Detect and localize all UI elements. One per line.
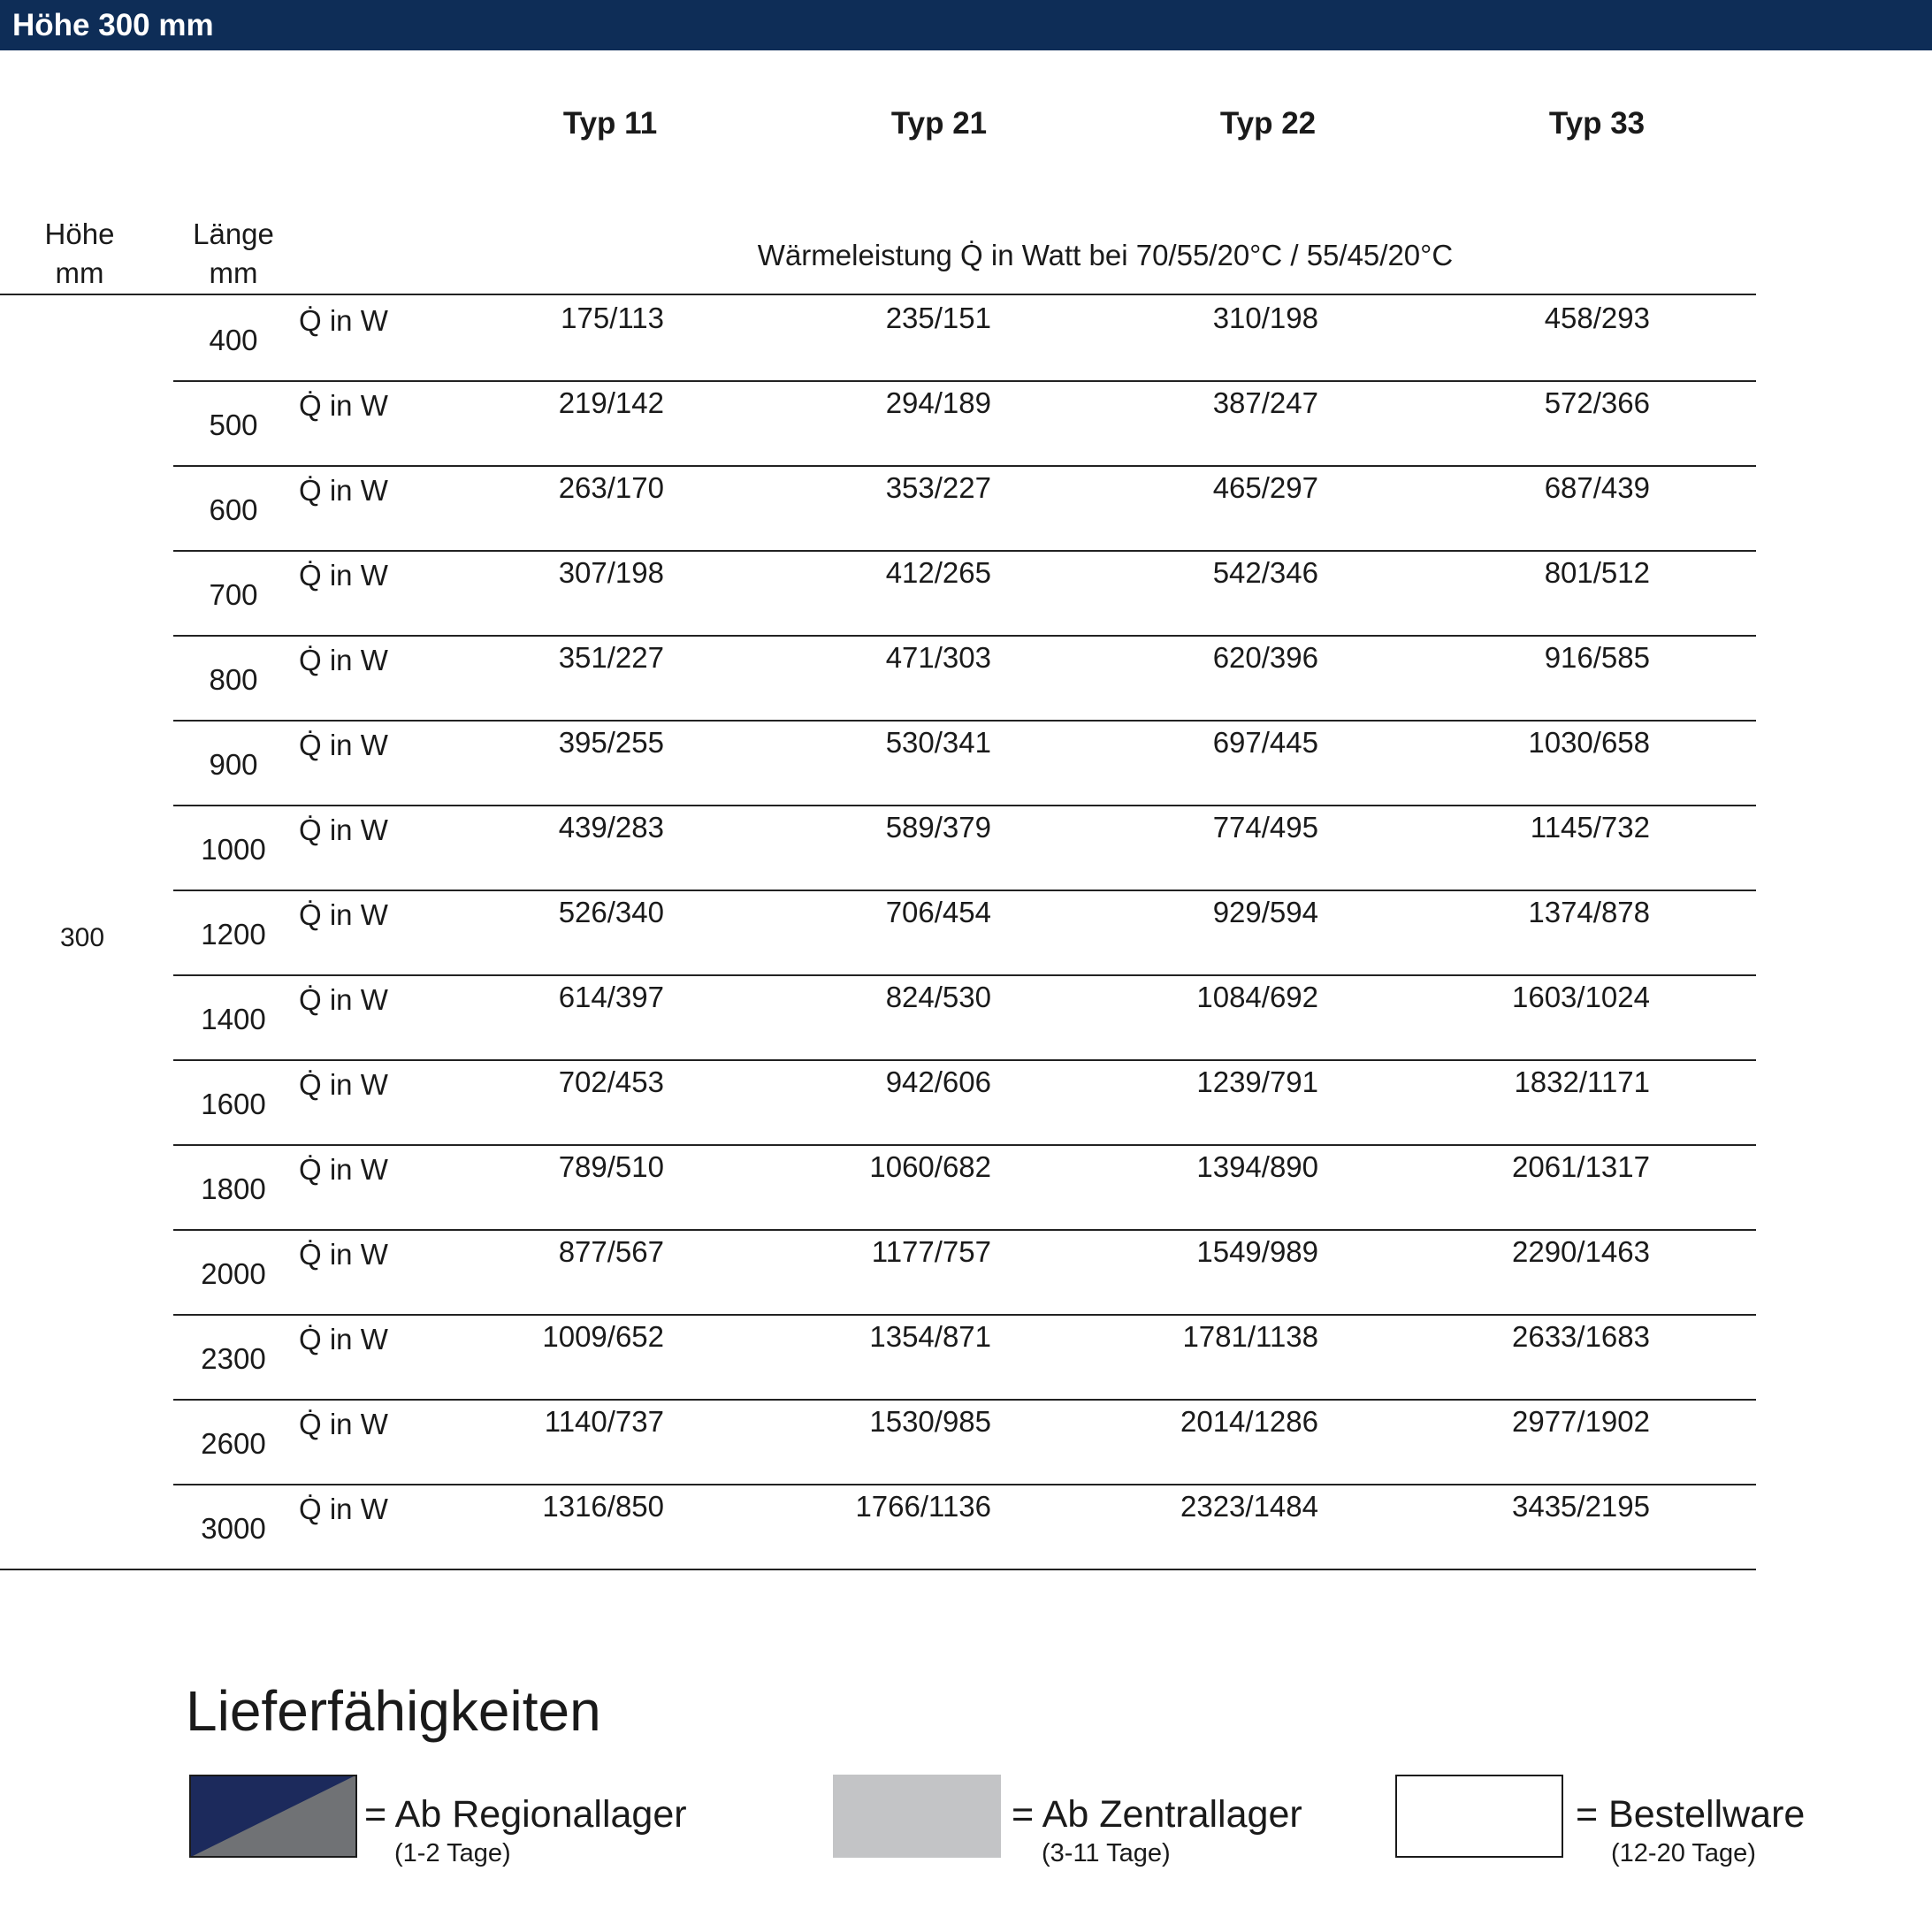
length-cell: 500 [209,409,258,441]
value-typ-22: 542/346 [1212,556,1318,589]
value-typ-11: 877/567 [558,1235,664,1268]
length-cell: 800 [209,663,258,696]
table-row [173,890,1756,976]
value-typ-11: 1316/850 [542,1490,664,1523]
value-typ-11: 614/397 [558,981,664,1013]
value-typ-21: 589/379 [885,811,991,844]
length-cell: 1800 [201,1172,266,1205]
value-typ-33: 801/512 [1544,556,1650,589]
length-cell: 1200 [201,918,266,951]
value-typ-22: 620/396 [1212,641,1318,674]
length-cell: 1000 [201,833,266,866]
value-typ-21: 530/341 [885,726,991,759]
value-typ-21: 353/227 [885,471,991,504]
unit-label: Q̇ in W [299,1153,388,1186]
value-typ-22: 697/445 [1212,726,1318,759]
value-typ-22: 774/495 [1212,811,1318,844]
value-typ-21: 294/189 [885,386,991,419]
legend-label-zentrallager: = Ab Zentrallager [1012,1793,1302,1836]
table-row [173,1484,1756,1569]
table-row [173,380,1756,467]
value-typ-21: 471/303 [885,641,991,674]
legend-sub-regionallager: (1-2 Tage) [394,1839,511,1867]
value-typ-11: 219/142 [558,386,664,419]
unit-label: Q̇ in W [299,1493,388,1525]
unit-label: Q̇ in W [299,1238,388,1271]
type-header-typ-22: Typ 22 [1219,106,1317,141]
value-typ-11: 1140/737 [544,1405,664,1438]
value-typ-33: 1145/732 [1530,811,1650,844]
value-typ-33: 687/439 [1544,471,1650,504]
value-typ-21: 824/530 [885,981,991,1013]
length-cell: 1400 [201,1003,266,1035]
value-typ-21: 1354/871 [869,1320,991,1353]
length-cell: 600 [209,493,258,526]
value-typ-22: 1239/791 [1196,1065,1318,1098]
table-row [173,1399,1756,1485]
unit-label: Q̇ in W [299,559,388,592]
heat-output-caption: Wärmeleistung Q̇ in Watt bei 70/55/20°C / 55/45/20°C [757,239,1454,271]
swatch-regionallager [189,1775,357,1858]
value-typ-22: 2014/1286 [1180,1405,1318,1438]
value-typ-11: 307/198 [558,556,664,589]
unit-label: Q̇ in W [299,983,388,1016]
table-bottom-border [0,1569,1756,1570]
value-typ-21: 1177/757 [871,1235,991,1268]
value-typ-11: 1009/652 [542,1320,664,1353]
value-typ-33: 2977/1902 [1512,1405,1650,1438]
table-row [173,1229,1756,1316]
value-typ-22: 465/297 [1212,471,1318,504]
value-typ-21: 706/454 [885,896,991,928]
value-typ-33: 1832/1171 [1514,1065,1650,1098]
column-header-laenge: Länge [193,218,274,250]
value-typ-22: 1084/692 [1196,981,1318,1013]
table-row [173,295,1756,382]
unit-label: Q̇ in W [299,729,388,761]
unit-label: Q̇ in W [299,474,388,507]
table-row [173,805,1756,891]
table-row [173,974,1756,1061]
value-typ-22: 1781/1138 [1182,1320,1318,1353]
value-typ-11: 526/340 [558,896,664,928]
unit-label: Q̇ in W [299,1323,388,1355]
value-typ-33: 3435/2195 [1512,1490,1650,1523]
value-typ-21: 1766/1136 [855,1490,991,1523]
table-row [173,465,1756,552]
unit-label: Q̇ in W [299,813,388,846]
column-header-laenge-unit: mm [209,256,258,289]
table-row [173,635,1756,722]
unit-label: Q̇ in W [299,304,388,337]
column-header-hoehe-unit: mm [55,256,104,289]
length-cell: 900 [209,748,258,781]
table-row [173,1144,1756,1231]
value-typ-33: 1603/1024 [1512,981,1650,1013]
table-row [173,550,1756,637]
table-row [173,1059,1756,1146]
legend-label-regionallager: = Ab Regionallager [364,1793,687,1836]
value-typ-11: 789/510 [558,1150,664,1183]
legend-title: Lieferfähigkeiten [186,1679,601,1743]
length-cell: 2600 [201,1427,266,1460]
value-typ-22: 2323/1484 [1180,1490,1318,1523]
type-header-typ-21: Typ 21 [890,106,988,141]
table-row [173,720,1756,806]
value-typ-33: 1374/878 [1528,896,1650,928]
value-typ-22: 1549/989 [1196,1235,1318,1268]
value-typ-11: 395/255 [558,726,664,759]
value-typ-22: 310/198 [1212,302,1318,334]
value-typ-33: 458/293 [1544,302,1650,334]
legend-label-bestellware: = Bestellware [1576,1793,1806,1836]
length-cell: 400 [209,324,258,356]
swatch-zentrallager [833,1775,1001,1858]
swatch-bestellware [1395,1775,1563,1858]
value-typ-11: 702/453 [558,1065,664,1098]
unit-label: Q̇ in W [299,1068,388,1101]
type-header-typ-11: Typ 11 [562,106,658,141]
value-typ-11: 351/227 [558,641,664,674]
height-value: 300 [59,923,105,952]
value-typ-21: 1060/682 [869,1150,991,1183]
value-typ-11: 175/113 [561,302,664,334]
length-cell: 700 [209,578,258,611]
column-header-hoehe: Höhe [44,218,115,250]
value-typ-22: 387/247 [1212,386,1318,419]
value-typ-21: 942/606 [885,1065,991,1098]
value-typ-11: 439/283 [558,811,664,844]
value-typ-22: 929/594 [1212,896,1318,928]
value-typ-33: 2290/1463 [1512,1235,1650,1268]
length-cell: 1600 [201,1088,266,1120]
length-cell: 2000 [201,1257,266,1290]
value-typ-22: 1394/890 [1196,1150,1318,1183]
value-typ-33: 916/585 [1544,641,1650,674]
legend-sub-zentrallager: (3-11 Tage) [1042,1839,1171,1867]
value-typ-33: 1030/658 [1528,726,1650,759]
page-title: Höhe 300 mm [0,0,1932,50]
value-typ-33: 2061/1317 [1512,1150,1650,1183]
value-typ-33: 572/366 [1544,386,1650,419]
value-typ-21: 412/265 [885,556,991,589]
table-row [173,1314,1756,1401]
type-header-typ-33: Typ 33 [1548,106,1646,141]
value-typ-21: 1530/985 [869,1405,991,1438]
unit-label: Q̇ in W [299,389,388,422]
legend-sub-bestellware: (12-20 Tage) [1611,1839,1756,1867]
unit-label: Q̇ in W [299,898,388,931]
value-typ-33: 2633/1683 [1512,1320,1650,1353]
value-typ-21: 235/151 [885,302,991,334]
length-cell: 2300 [201,1342,266,1375]
unit-label: Q̇ in W [299,1408,388,1440]
unit-label: Q̇ in W [299,644,388,676]
value-typ-11: 263/170 [558,471,664,504]
length-cell: 3000 [201,1512,266,1545]
